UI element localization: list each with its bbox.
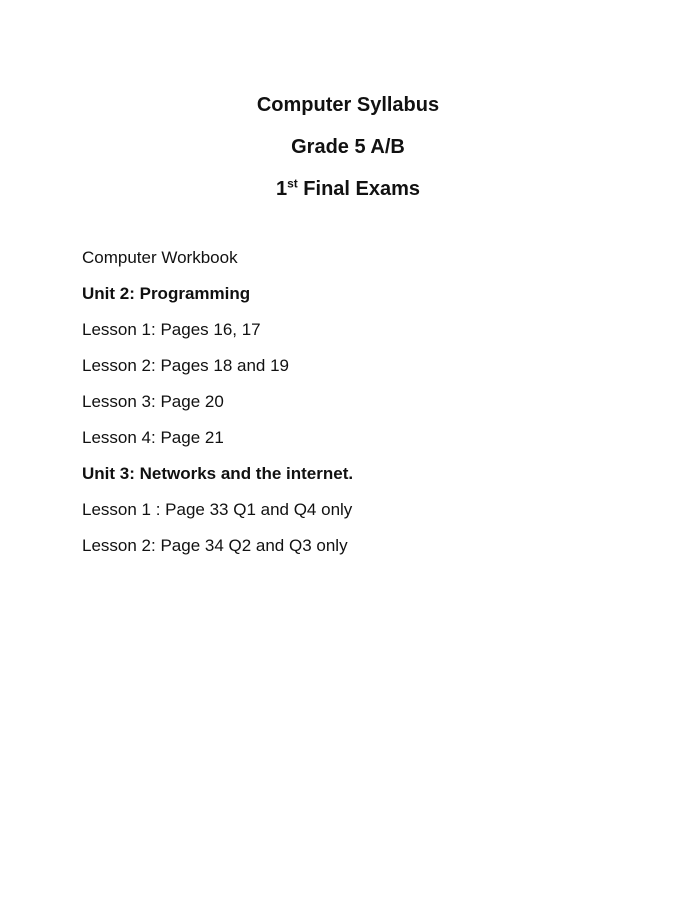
exam-heading — [0, 168, 696, 210]
lesson-item: Lesson 4: Page 21 — [82, 428, 224, 447]
syllabus-content — [82, 240, 662, 564]
exam-ordinal-suffix: st — [287, 176, 298, 191]
title-block — [0, 84, 696, 210]
unit-heading: Unit 2: Programming — [82, 284, 251, 303]
lesson-item: Lesson 2: Pages 18 and 19 — [82, 356, 289, 375]
exam-label: Final Exams — [297, 178, 421, 200]
lesson-item: Lesson 1 : Page 33 Q1 and Q4 only — [82, 500, 353, 519]
unit-heading: Unit 3: Networks and the internet. — [82, 464, 354, 483]
document-title: Computer Syllabus — [256, 94, 440, 116]
lesson-item: Lesson 3: Page 20 — [82, 392, 224, 411]
grade-heading: Grade 5 A/B — [291, 136, 405, 158]
book-name: Computer Workbook — [82, 248, 238, 267]
exam-number: 1 — [275, 178, 288, 200]
lesson-item: Lesson 1: Pages 16, 17 — [82, 320, 261, 339]
lesson-item: Lesson 2: Page 34 Q2 and Q3 only — [82, 536, 348, 555]
